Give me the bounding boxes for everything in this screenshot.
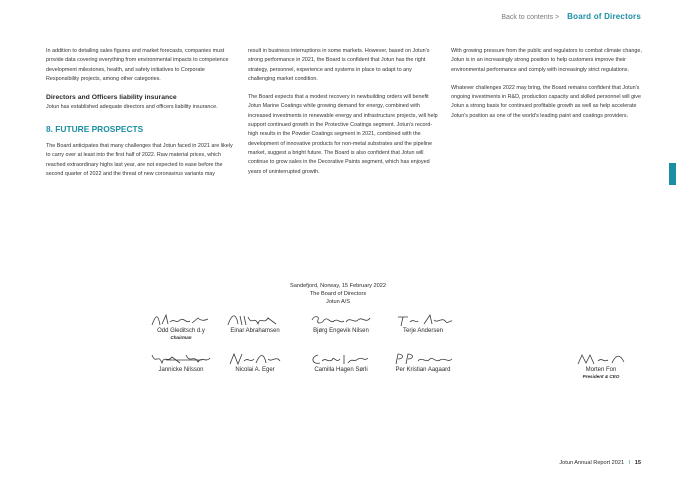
signatory-name: Terje Andersen (402, 328, 444, 334)
paragraph: Jotun has established adequate directors and officers liability insurance. (46, 104, 218, 111)
page-number: 15 (634, 460, 641, 466)
signatory-name: Einar Abrahamsen (230, 328, 280, 334)
paragraph: The Board expects that a modest recovery in newbuilding orders will benefit Jotun Marine Coatings while growing demand for energy, combined with increased investments in renewable energy and infrastructure projects, will help support continued growth in the Protective Coatings segment. Jotun's record-high results in the Powder Coatings segment in 2021, combined with the development of innovative products for non-metal substrates and the pipeline market, suggest a bright future. The Board is also confident that Jotun will continue to grow sales in the Decorative Paints segment, which has enjoyed years of uninterrupted growth. (248, 94, 438, 175)
signature-block (378, 351, 468, 374)
paragraph: In addition to detailing sales figures and market forecasts, companies must provide data covering everything from environmental impacts to competence development milestones, health, and safety initiatives to Corporate Responsibility projects, among other categories. (46, 48, 229, 82)
handwritten-signature (566, 351, 636, 367)
paragraph: With growing pressure from the public and regulators to combat climate change, Jotun is in an increasingly strong position to help customers improve their environmental performance and comply with increasingly strict regulations. (451, 48, 642, 73)
signatory-name: Per Kristian Aagaard (395, 367, 451, 373)
signature-block (296, 312, 386, 335)
signatory-name: Jannicke Nilsson (158, 367, 204, 373)
back-to-contents-link[interactable]: Back to contents > (501, 14, 560, 21)
handwritten-signature (388, 351, 458, 367)
report-title: Jotun Annual Report 2021 (559, 460, 625, 466)
signature-block (378, 312, 468, 335)
section-title: Board of Directors (567, 12, 641, 21)
handwritten-signature (306, 312, 376, 328)
signoff-body: The Board of Directors (309, 291, 367, 297)
top-navigation (501, 12, 641, 21)
handwritten-signature (146, 312, 216, 328)
text-column-2 (248, 47, 440, 186)
signatory-role: President & CEO (582, 374, 620, 379)
text-column-3 (451, 47, 643, 130)
subheading: Directors and Officers liability insurance (46, 94, 177, 102)
page-footer (559, 460, 641, 466)
paragraph: result in business interruptions in some markets. However, based on Jotun's strong performance in 2021, the Board is confident that Jotun has the right strategy, personnel, experience and systems in place to adapt to any challenging market condition. (248, 48, 430, 82)
chapter-heading: 8. FUTURE PROSPECTS (46, 123, 144, 134)
paragraph: The Board anticipates that many challenges that Jotun faced in 2021 are likely to carry over at least into the first half of 2022. Raw material prices, which reached extraordinary highs last year, are not expected to ease before the second quarter of 2022 and the threat of new coronavirus variants may (46, 143, 233, 177)
signatory-name: Nicolai A. Eger (235, 367, 275, 373)
handwritten-signature (220, 351, 290, 367)
paragraph: Whatever challenges 2022 may bring, the Board remains confident that Jotun's ongoing investments in R&D, production capacity and skilled personnel will give Jotun a strong basis for continued profitable growth as well as help accelerate Jotun's position as one of the world's leading paint and coatings providers. (451, 84, 641, 119)
signatory-name: Odd Gleditsch d.y (157, 328, 205, 334)
footer-separator: I (628, 460, 631, 466)
signatory-name: Bjørg Engevik Nilsen (313, 328, 369, 334)
signoff-place-date: Sandefjord, Norway, 15 February 2022 (290, 283, 386, 289)
signatory-role: Chairman (170, 335, 192, 340)
text-column-1 (46, 47, 238, 188)
handwritten-signature (220, 312, 290, 328)
signoff-company: Jotun A/S (326, 299, 350, 305)
signatory-name: Morten Fon (585, 367, 617, 373)
signature-block (210, 351, 300, 374)
signatory-name: Camilla Hagen Sørli (314, 367, 368, 373)
signature-block (210, 312, 300, 335)
handwritten-signature (388, 312, 458, 328)
section-side-tab (669, 163, 676, 185)
signoff-block (0, 282, 676, 306)
handwritten-signature (146, 351, 216, 367)
signature-block (556, 351, 646, 380)
signature-block (296, 351, 386, 374)
handwritten-signature (306, 351, 376, 367)
